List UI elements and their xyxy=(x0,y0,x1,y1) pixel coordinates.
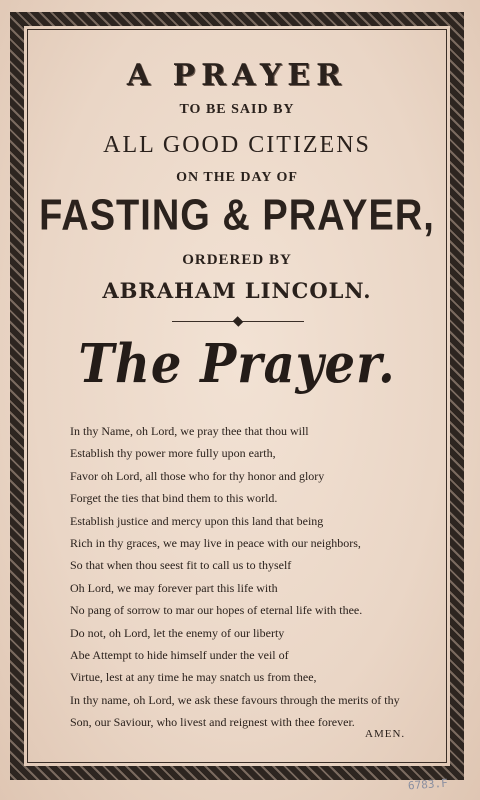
catalog-number: 6783.F xyxy=(407,776,449,793)
headline-a-prayer: A PRAYER xyxy=(126,58,348,93)
headline-fasting-prayer: FASTING & PRAYER, xyxy=(39,191,435,241)
prayer-line: Establish justice and mercy upon this land that being xyxy=(70,513,324,528)
subheading-all-good-citizens: ALL GOOD CITIZENS xyxy=(103,132,371,158)
prayer-line: Establish thy power more fully upon earth, xyxy=(70,446,276,461)
prayer-line: Son, our Saviour, who livest and reignest with thee forever. xyxy=(70,715,355,730)
prayer-line: In thy name, oh Lord, we ask these favours through the merits of thy xyxy=(70,692,400,707)
closing-amen: AMEN. xyxy=(365,728,406,740)
prayer-line: Favor oh Lord, all those who for thy honor and glory xyxy=(70,468,325,483)
subheading-ordered-by: ORDERED BY xyxy=(182,252,292,268)
prayer-line: Rich in thy graces, we may live in peace with our neighbors, xyxy=(70,535,361,550)
prayer-line: So that when thou seest fit to call us to thyself xyxy=(70,558,292,573)
divider-ornament-icon xyxy=(233,316,244,327)
broadside-content xyxy=(30,40,444,760)
prayer-line: No pang of sorrow to mar our hopes of eternal life with thee. xyxy=(70,603,363,618)
subheading-to-be-said-by: TO BE SAID BY xyxy=(179,102,295,117)
subheading-abraham-lincoln: ABRAHAM LINCOLN. xyxy=(102,278,372,303)
prayer-text xyxy=(70,420,430,733)
prayer-line: In thy Name, oh Lord, we pray thee that thou will xyxy=(70,424,309,438)
prayer-line: Do not, oh Lord, let the enemy of our liberty xyxy=(70,625,285,640)
prayer-line: Oh Lord, we may forever part this life with xyxy=(70,580,278,595)
prayer-line: Abe Attempt to hide himself under the veil of xyxy=(70,647,289,662)
prayer-line: Forget the ties that bind them to this world. xyxy=(70,491,278,506)
prayer-title: The Prayer. xyxy=(78,332,396,396)
subheading-on-the-day-of: ON THE DAY OF xyxy=(176,170,298,185)
prayer-line: Virtue, lest at any time he may snatch us from thee, xyxy=(70,670,317,685)
